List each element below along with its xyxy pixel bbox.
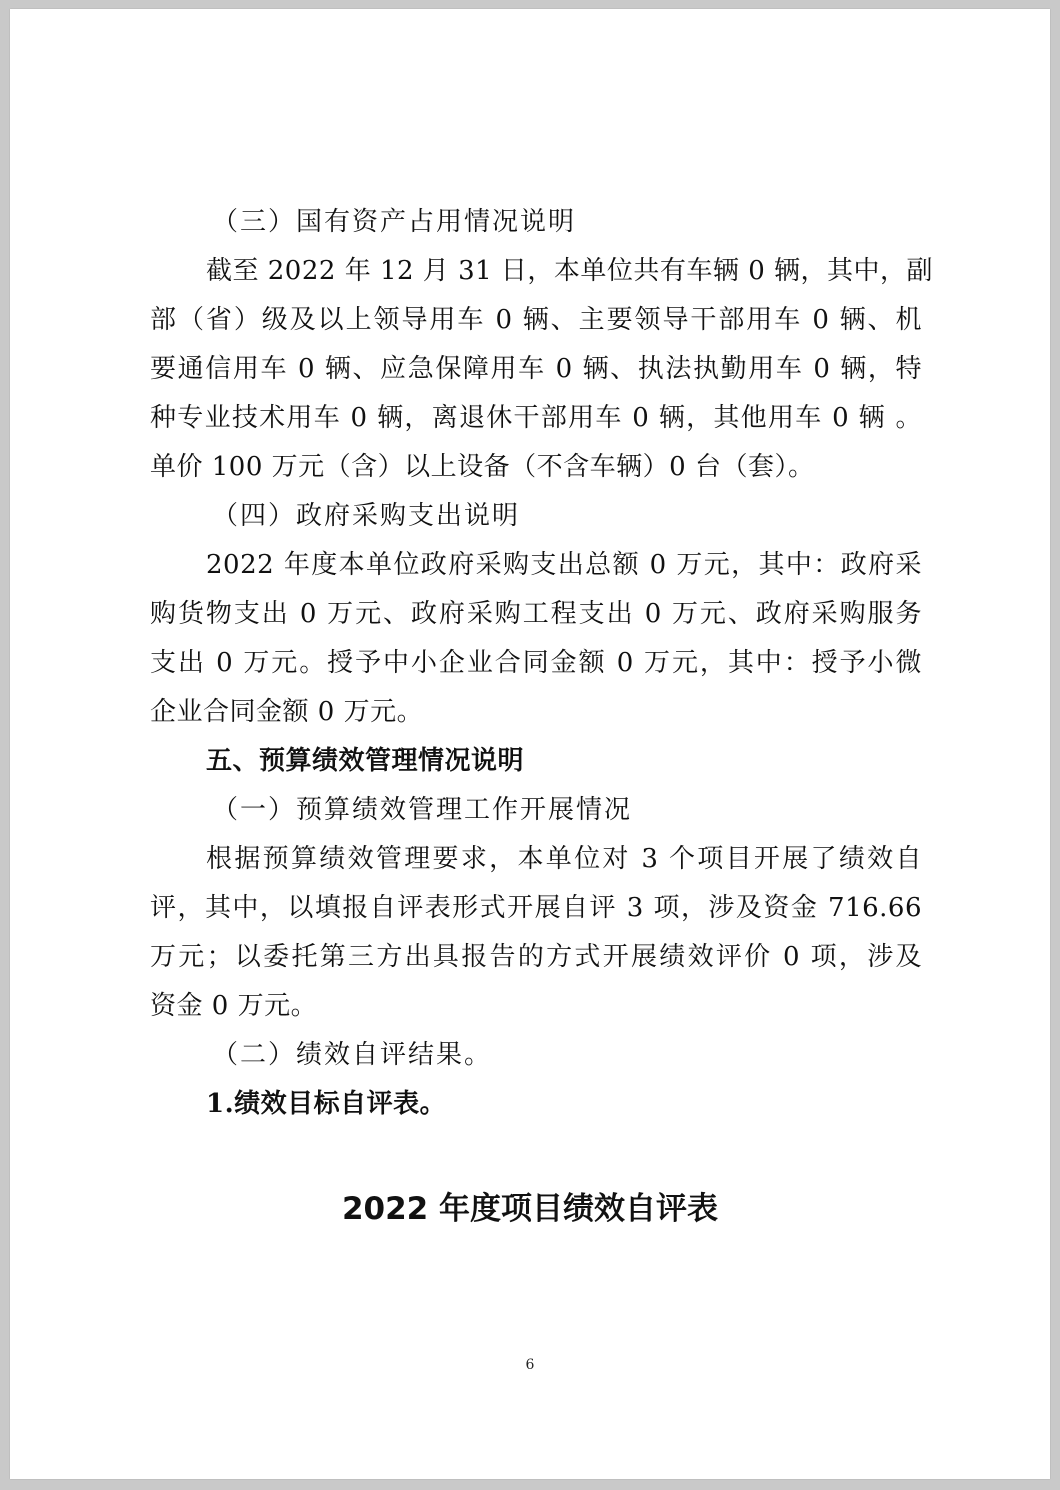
- paragraph-line: 购货物支出 0 万元、政府采购工程支出 0 万元、政府采购服务: [150, 599, 922, 629]
- page-number: 6: [525, 1357, 535, 1373]
- section-heading-performance: 五、预算绩效管理情况说明: [206, 746, 525, 776]
- subsection-heading-state-assets: （三）国有资产占用情况说明: [212, 207, 577, 237]
- paragraph-line: 截至 2022 年 12 月 31 日，本单位共有车辆 0 辆，其中，副: [206, 256, 933, 286]
- paragraph-line: 要通信用车 0 辆、应急保障用车 0 辆、执法执勤用车 0 辆，特: [150, 354, 922, 384]
- paragraph-line: 万元；以委托第三方出具报告的方式开展绩效评价 0 项，涉及: [150, 942, 922, 972]
- paragraph-line: 种专业技术用车 0 辆，离退休干部用车 0 辆，其他用车 0 辆 。: [150, 403, 922, 433]
- paragraph-line: 2022 年度本单位政府采购支出总额 0 万元，其中：政府采: [206, 550, 922, 580]
- subsection-heading-procurement: （四）政府采购支出说明: [212, 501, 521, 531]
- paragraph-line: 评，其中，以填报自评表形式开展自评 3 项，涉及资金 716.66: [150, 893, 922, 923]
- table-title: 2022 年度项目绩效自评表: [341, 1191, 719, 1227]
- paragraph-line: 企业合同金额 0 万元。: [150, 697, 424, 727]
- subsection-heading-performance-work: （一）预算绩效管理工作开展情况: [212, 795, 633, 825]
- item-heading-target-table: 1.绩效目标自评表。: [206, 1089, 447, 1119]
- paragraph-line: 资金 0 万元。: [150, 991, 318, 1021]
- subsection-heading-self-evaluation: （二）绩效自评结果。: [212, 1040, 493, 1070]
- paragraph-line: 部（省）级及以上领导用车 0 辆、主要领导干部用车 0 辆、机: [150, 305, 922, 335]
- paragraph-line: 单价 100 万元（含）以上设备（不含车辆）0 台（套）。: [150, 452, 815, 482]
- paragraph-line: 支出 0 万元。授予中小企业合同金额 0 万元，其中：授予小微: [150, 648, 922, 678]
- paragraph-line: 根据预算绩效管理要求，本单位对 3 个项目开展了绩效自: [206, 844, 922, 874]
